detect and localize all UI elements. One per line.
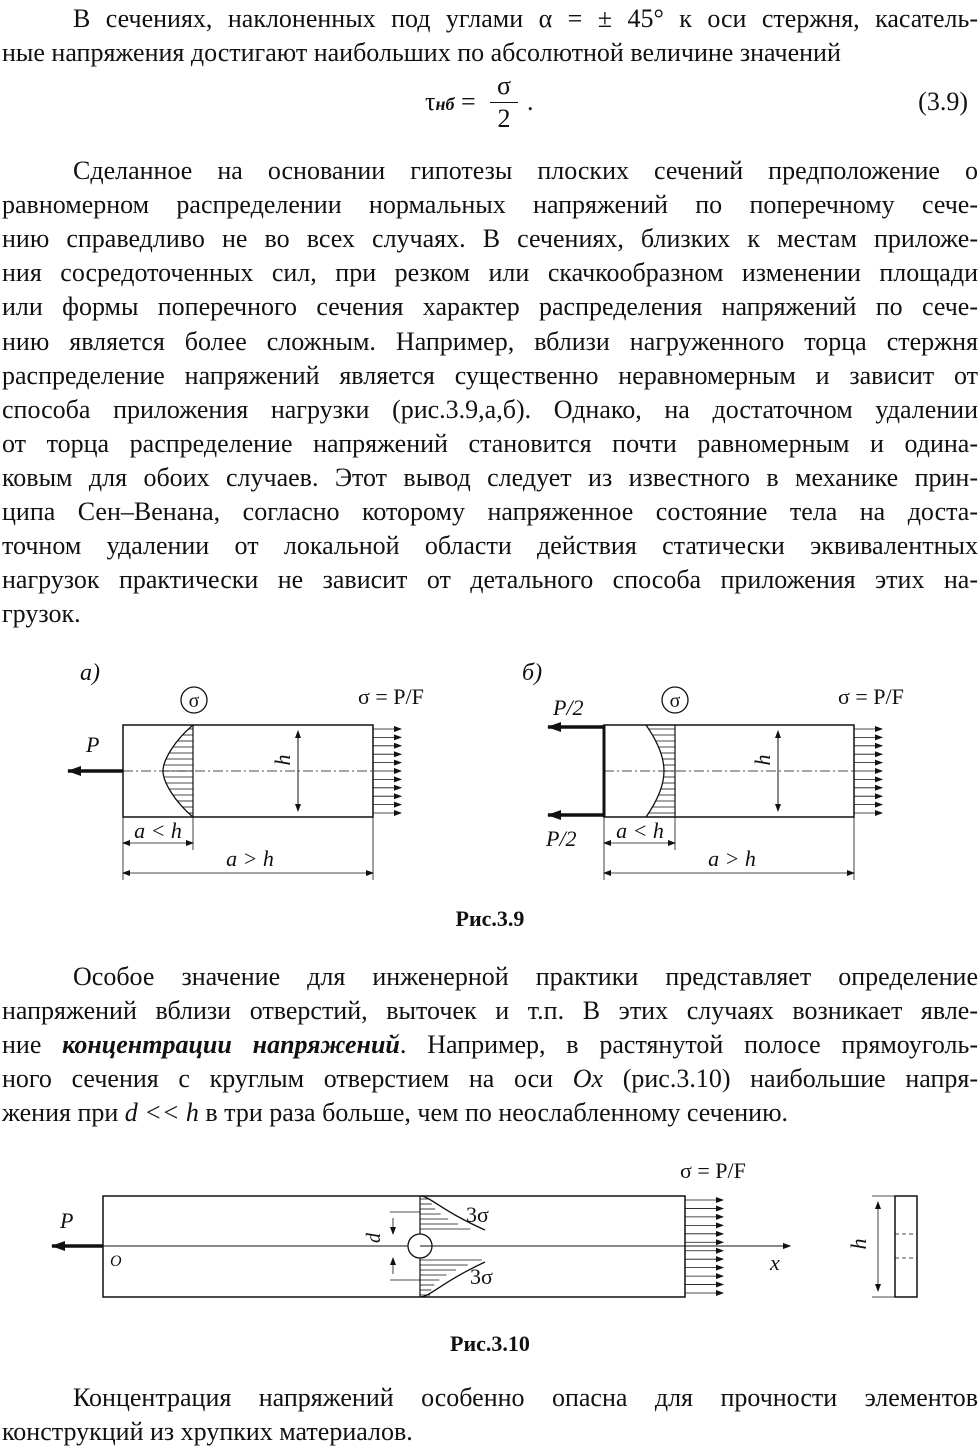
text-line: ные напряжения достигают наибольших по абсолютной величине значений: [2, 38, 841, 67]
text-line: или формы поперечного сечения характер распределения напряжений по сече-: [2, 292, 978, 321]
text-line: точном удалении от локальной области действия статически эквивалентных: [2, 531, 978, 560]
d-label: d: [363, 1233, 385, 1243]
text-line: ния сосредоточенных сил, при резком или скачкообразном изменении площади: [2, 258, 978, 287]
dim-a-gt-h: a > h: [708, 846, 756, 871]
panel-a: [68, 660, 424, 880]
cross-section: [895, 1196, 917, 1297]
text-line: нию справедливо не во всех случаях. В сечениях, близких к местам приложе-: [2, 224, 978, 253]
text-line: от торца распределение напряжений становится почти равномерным и одина-: [2, 429, 978, 458]
figure-caption: Рис.3.9: [455, 906, 525, 931]
sigma-circle-label: σ: [188, 690, 200, 712]
h-label: h: [846, 1238, 871, 1250]
text-line: Концентрация напряжений особенно опасна для прочности элементов: [73, 1383, 978, 1412]
panel-a-label: а): [80, 660, 100, 686]
figure-3-9: [0, 650, 980, 890]
equation-number: (3.9): [918, 87, 968, 116]
uniform-stress-arrows: [373, 725, 401, 817]
stress-formula: σ = P/F: [680, 1158, 746, 1183]
text-line: равномерном распределении нормальных напряжений по поперечному сече-: [2, 190, 978, 219]
term-stress-concentration: концентрации напряжений: [62, 1030, 400, 1059]
text-line: распределение напряжений является существенно неравномерным и зависит от: [2, 361, 978, 390]
text-line: грузок.: [2, 599, 81, 628]
force-label: P: [60, 1208, 74, 1233]
force-bottom-label: P/2: [546, 826, 577, 851]
text-line: Особое значение для инженерной практики представляет определение: [73, 962, 978, 991]
formula-lhs: τнб =: [425, 87, 476, 116]
text-line: ние концентрации напряжений. Например, в растянутой полосе прямоуголь-: [2, 1030, 978, 1059]
force-top-label: P/2: [553, 695, 584, 720]
panel-b-label: б): [522, 660, 543, 686]
peak-top-label: 3σ: [466, 1202, 489, 1227]
text-line: ципа Сен–Венана, согласно которому напряженное состояние тела на доста-: [2, 497, 978, 526]
axis-x-label: x: [770, 1250, 780, 1275]
text-line: конструкций из хрупких материалов.: [2, 1417, 413, 1446]
panel-b: [522, 660, 904, 880]
stress-formula: σ = P/F: [838, 684, 904, 709]
figure-caption: Рис.3.10: [450, 1331, 530, 1356]
uniform-stress-arrows: [854, 725, 882, 817]
figure-3-10: [0, 1150, 980, 1320]
height-label: h: [750, 754, 775, 766]
text-line: жения при d << h в три раза больше, чем по неослабленному сечению.: [2, 1098, 789, 1127]
origin-label: O: [110, 1253, 122, 1270]
dim-a-lt-h: a < h: [616, 818, 664, 843]
dim-a-lt-h: a < h: [134, 818, 182, 843]
text-line: ковым для обоих случаев. Этот вывод следует из известного в механике прин-: [2, 463, 978, 492]
text-line: ного сечения с круглым отверстием на оси Ox (рис.3.10) наибольшие напря-: [2, 1064, 978, 1093]
dim-a-gt-h: a > h: [226, 846, 274, 871]
text-line: нагрузок практически не зависит от детального способа приложения этих на-: [2, 565, 978, 594]
text-line: напряжений вблизи отверстий, выточек и т.п. В этих случаях возникает явле-: [2, 996, 978, 1025]
stress-formula: σ = P/F: [358, 684, 424, 709]
formula-fraction: σ 2: [490, 70, 518, 135]
height-label: h: [270, 754, 295, 766]
sigma-circle-label: σ: [669, 690, 681, 712]
text-line: способа приложения нагрузки (рис.3.9,а,б). Однако, на достаточном удалении: [2, 395, 978, 424]
formula-3-9: τнб = σ 2 . (3.9): [425, 71, 968, 133]
text-line: Сделанное на основании гипотезы плоских сечений предположение о: [73, 156, 978, 185]
peak-bottom-label: 3σ: [470, 1264, 493, 1289]
text-line: В сечениях, наклоненных под углами α = ± 45° к оси стержня, касатель-: [73, 4, 978, 33]
force-label: P: [86, 732, 100, 757]
text-line: нию является более сложным. Например, вблизи нагруженного торца стержня: [2, 327, 978, 356]
